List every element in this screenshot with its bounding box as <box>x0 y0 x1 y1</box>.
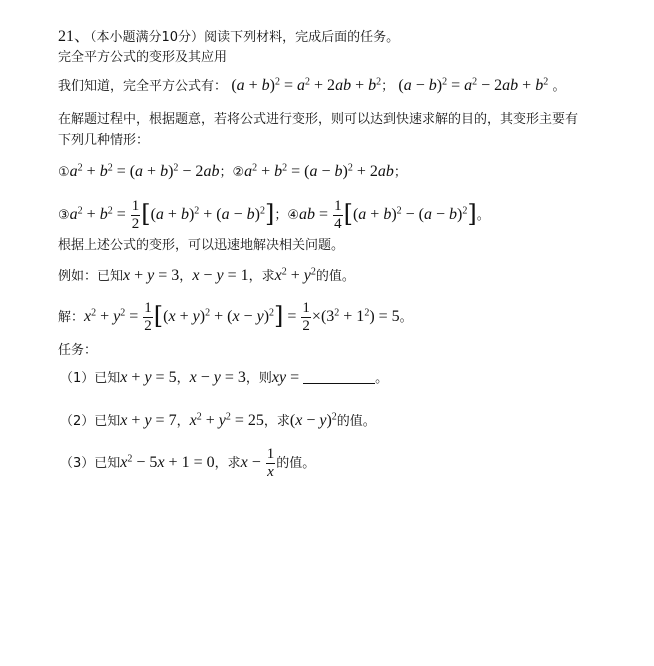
note-line: 根据上述公式的变形，可以迅速地解决相关问题。 <box>58 238 345 253</box>
paragraph-line-1: 在解题过程中，根据题意，若将公式进行变形，则可以达到快速求解的目的，其变形主要有 <box>58 112 579 127</box>
example-ask: ，求 <box>248 269 275 284</box>
material-title: 完全平方公式的变形及其应用 <box>58 50 228 65</box>
formula-sum-square: $(a + b)^2 = a^2 + 2ab + b^2$ <box>231 76 382 94</box>
case-end: 。 <box>476 208 490 223</box>
intro-line <box>58 76 566 97</box>
case-1-marker: ① <box>58 165 70 180</box>
answer-blank[interactable] <box>303 369 375 384</box>
task-2-given: 已知 <box>94 414 121 429</box>
case-sep-3: ； <box>274 208 288 223</box>
intro-lead: 我们知道，完全平方公式有： <box>58 79 228 94</box>
task-2-tail: 的值。 <box>336 414 376 429</box>
case-sep-1: ； <box>219 165 233 180</box>
case-sep-2: ； <box>393 165 407 180</box>
task-3-target: x − $\frac{1}{x}$ <box>240 445 275 480</box>
task-2-target: $(x - y)^2$ <box>289 411 337 429</box>
example-comma: ， <box>179 269 193 284</box>
task-3-ask: ，求 <box>214 456 241 471</box>
solution-fraction-half: $\frac{1}{2}$ <box>144 299 152 334</box>
task-3-number: （3） <box>60 456 95 471</box>
solution-fraction-half-2: $\frac{1}{2}$ <box>302 299 310 334</box>
tasks-heading: 任务： <box>58 343 98 358</box>
question-header <box>58 27 399 48</box>
example-given-diff: x − y = 1 <box>192 267 249 284</box>
case-1-formula: $a^2 + b^2 = (a + b)^2 - 2ab$ <box>69 162 220 180</box>
example-line <box>58 266 355 287</box>
task-1-comma: ， <box>176 371 190 386</box>
task-2-comma: ， <box>176 414 190 429</box>
task-1-number: （1） <box>60 371 95 386</box>
solution-formula: $x^2 + y^2$ = $\frac{1}{2}$ $[(x + y)^2 + (x - y)^2]$ = $\frac{1}{2}$ $\times(3^2 + 1^2) = 5$ <box>84 299 400 334</box>
task-2-squares: $x^2 + y^2 = 25$ <box>189 411 264 429</box>
cases-line-2 <box>58 196 490 234</box>
fraction-one-half: $\frac{1}{2}$ <box>131 197 140 232</box>
task-3 <box>60 445 315 482</box>
example-target: $x^2 + y^2$ <box>274 266 316 284</box>
paragraph-line-2: 下列几种情形： <box>58 133 150 148</box>
question-instruction: 阅读下列材料，完成后面的任务。 <box>204 30 400 45</box>
task-2-sum: x + y = 7 <box>120 412 177 429</box>
task-1-target: xy = <box>271 369 304 386</box>
intro-end: 。 <box>552 79 566 94</box>
cases-line-1 <box>58 162 407 183</box>
task-1-sum: x + y = 5 <box>120 369 177 386</box>
task-1 <box>60 368 388 389</box>
task-3-given: 已知 <box>94 456 121 471</box>
task-2-ask: ，求 <box>263 414 290 429</box>
task-1-end: 。 <box>375 371 389 386</box>
task-1-diff: x − y = 3 <box>189 369 246 386</box>
case-3-formula: $a^2 + b^2$ = $\frac{1}{2}$ $[(a + b)^2 + (a - b)^2]$ <box>69 197 275 232</box>
case-4-marker: ④ <box>287 208 300 223</box>
fraction-one-over-x: $\frac{1}{x}$ <box>266 445 275 480</box>
task-2 <box>60 411 376 432</box>
task-3-tail: 的值。 <box>276 456 316 471</box>
case-3-marker: ③ <box>58 208 70 223</box>
score-note: （本小题满分10分） <box>90 30 205 45</box>
case-4-formula: ab = $\frac{1}{4}$ $[(a + b)^2 - (a - b)^2]$ <box>299 197 477 232</box>
example-tail: 的值。 <box>315 269 355 284</box>
example-lead: 例如：已知 <box>58 269 124 284</box>
formula-diff-square: $(a - b)^2 = a^2 - 2ab + b^2$ <box>398 76 549 94</box>
task-1-given: 已知 <box>94 371 121 386</box>
task-3-equation: $x^2 - 5x + 1 = 0$ <box>120 453 215 471</box>
task-1-then: ，则 <box>245 371 272 386</box>
fraction-one-quarter: $\frac{1}{4}$ <box>334 197 342 232</box>
solution-end: 。 <box>399 310 413 325</box>
solution-lead: 解： <box>58 310 85 325</box>
example-given-sum: x + y = 3 <box>123 267 180 284</box>
intro-sep: ； <box>381 79 395 94</box>
solution-line <box>58 298 413 336</box>
question-number: 21、 <box>58 28 91 45</box>
case-2-marker: ② <box>232 165 245 180</box>
task-2-number: （2） <box>60 414 95 429</box>
case-2-formula: $a^2 + b^2 = (a - b)^2 + 2ab$ <box>244 162 394 180</box>
